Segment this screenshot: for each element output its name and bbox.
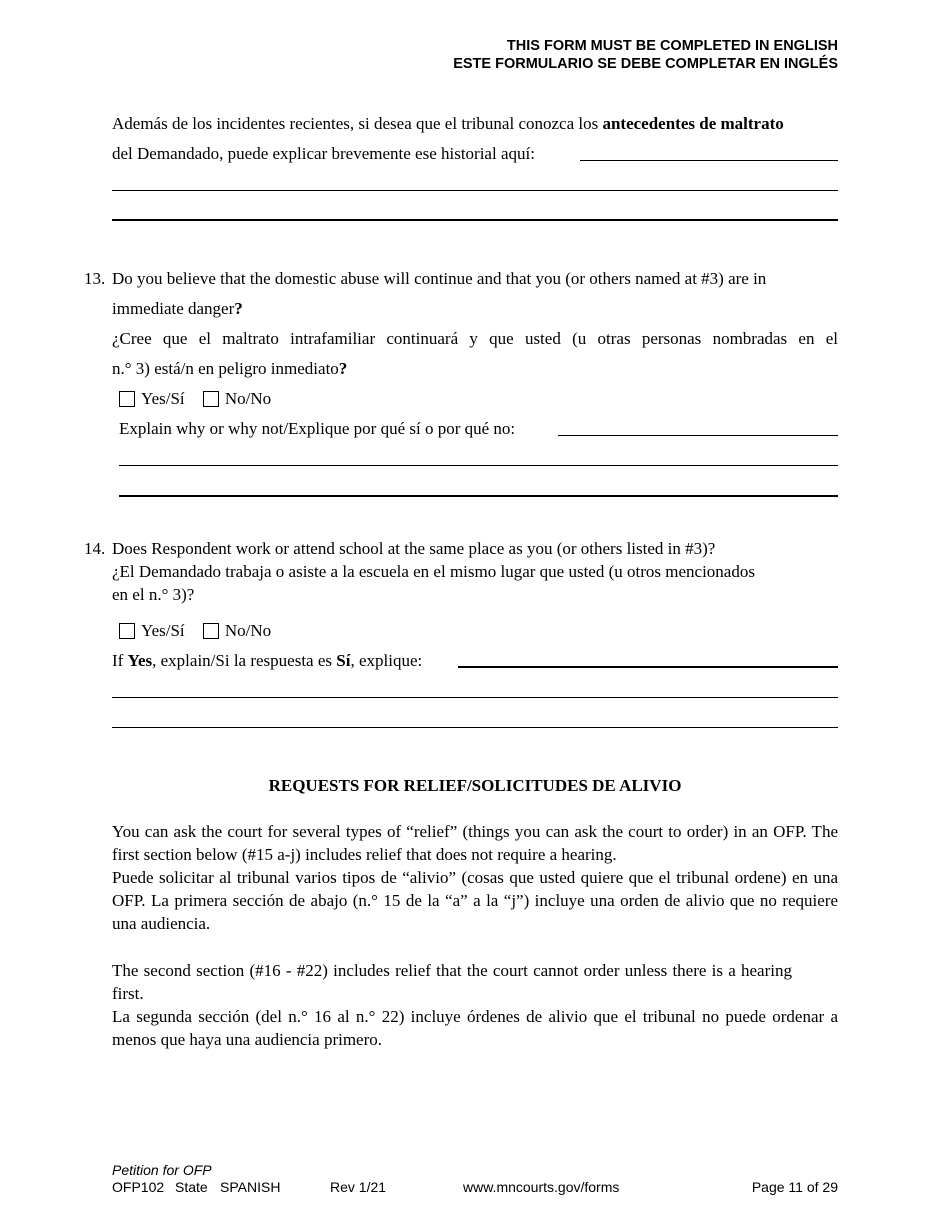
history-line-1: Además de los incidentes recientes, si desea que el tribunal conozca los antecedentes de maltrato bbox=[112, 114, 784, 133]
q14-explain-label: If Yes, explain/Si la respuesta es Sí, explique: bbox=[112, 651, 423, 670]
form-header bbox=[453, 37, 838, 73]
header-english-notice: THIS FORM MUST BE COMPLETED IN ENGLISH bbox=[506, 38, 838, 54]
q13-answer-line-3[interactable] bbox=[119, 495, 838, 497]
q14-spanish-line-1: ¿El Demandado trabaja o asiste a la escuela en el mismo lugar que usted (u otros mencionados bbox=[112, 562, 755, 581]
history-answer-line-2[interactable] bbox=[112, 190, 838, 191]
q14-answer-line-3[interactable] bbox=[112, 727, 838, 728]
q13-no-option[interactable]: No/No bbox=[203, 389, 271, 409]
relief-paragraph-4: La segunda sección (del n.° 16 al n.° 22) incluye órdenes de alivio que el tribunal no puede ordenar a menos que haya una audiencia primero. bbox=[112, 1007, 838, 1049]
q13-yes-option[interactable]: Yes/Sí bbox=[119, 389, 185, 409]
q13-answer-line-2[interactable] bbox=[119, 465, 838, 466]
q13-options bbox=[119, 389, 285, 412]
q13-spanish-line-2: n.° 3) está/n en peligro inmediato? bbox=[112, 359, 348, 378]
q13-number: 13. bbox=[84, 269, 106, 288]
q14-answer-line-2[interactable] bbox=[112, 697, 838, 698]
history-answer-line-1[interactable] bbox=[580, 160, 838, 161]
q13-no-checkbox[interactable] bbox=[203, 391, 219, 407]
q14-options bbox=[119, 621, 285, 644]
history-bold-term: antecedentes de maltrato bbox=[602, 114, 784, 133]
history-line-2: del Demandado, puede explicar brevemente ese historial aquí: bbox=[112, 144, 535, 163]
footer-title: Petition for OFP bbox=[112, 1162, 212, 1178]
q14-english: Does Respondent work or attend school at the same place as you (or others listed in #3)? bbox=[112, 539, 716, 558]
q13-english-line-1: Do you believe that the domestic abuse will continue and that you (or others named at #3) are in bbox=[112, 269, 767, 288]
q14-number: 14. bbox=[84, 539, 106, 558]
q14-yes-checkbox[interactable] bbox=[119, 623, 135, 639]
footer-form-id: OFP102 bbox=[112, 1179, 165, 1195]
q13-english-line-2: immediate danger? bbox=[112, 299, 243, 318]
footer-page-number: Page 11 of 29 bbox=[751, 1179, 838, 1195]
q13-explain-label: Explain why or why not/Explique por qué sí o por qué no: bbox=[119, 419, 516, 438]
q14-spanish-line-2: en el n.° 3)? bbox=[112, 585, 195, 604]
relief-paragraph-3: The second section (#16 - #22) includes relief that the court cannot order unless there is a hearing first. bbox=[112, 961, 792, 1003]
q13-yes-checkbox[interactable] bbox=[119, 391, 135, 407]
relief-paragraph-1: You can ask the court for several types of “relief” (things you can ask the court to order) in an OFP. The first section below (#15 a-j) includes relief that does not require a hearing. bbox=[112, 822, 838, 864]
q14-answer-line-1[interactable] bbox=[458, 666, 838, 668]
footer-revision: Rev 1/21 bbox=[330, 1179, 387, 1195]
q14-no-checkbox[interactable] bbox=[203, 623, 219, 639]
footer-language: SPANISH bbox=[220, 1179, 281, 1195]
footer-state: State bbox=[175, 1179, 208, 1195]
relief-paragraph-2: Puede solicitar al tribunal varios tipos de “alivio” (cosas que usted quiere que el tribunal ordene) en una OFP. La primera sección de abajo (n.° 15 de la “a” a la “j”) incluye una orden de alivio que no requiere una audiencia. bbox=[112, 868, 838, 933]
q14-no-option[interactable]: No/No bbox=[203, 621, 271, 641]
q13-spanish-line-1: ¿Cree que el maltrato intrafamiliar continuará y que usted (u otras personas nombradas en el bbox=[112, 329, 838, 348]
q13-answer-line-1[interactable] bbox=[558, 435, 838, 436]
footer-url[interactable]: www.mncourts.gov/forms bbox=[463, 1179, 620, 1195]
history-answer-line-3[interactable] bbox=[112, 219, 838, 221]
relief-heading: REQUESTS FOR RELIEF/SOLICITUDES DE ALIVIO bbox=[268, 776, 682, 795]
q14-yes-option[interactable]: Yes/Sí bbox=[119, 621, 185, 641]
header-spanish-notice: ESTE FORMULARIO SE DEBE COMPLETAR EN INGLÉS bbox=[453, 56, 838, 72]
